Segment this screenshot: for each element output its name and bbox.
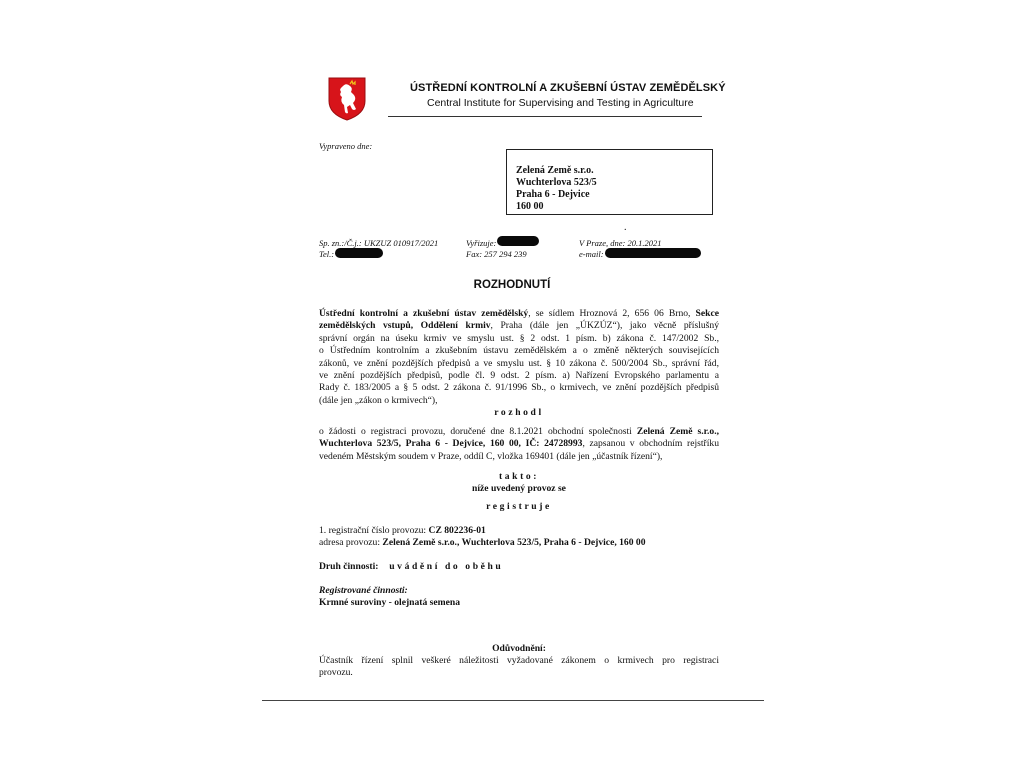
redaction-email — [605, 248, 701, 258]
verdict-takto: takto: — [498, 471, 540, 482]
email-label: e-mail: — [579, 249, 604, 259]
verdict-below: níže uvedený provoz se — [472, 483, 566, 494]
fax-number: Fax: 257 294 239 — [466, 249, 527, 259]
redaction-phone — [335, 248, 383, 258]
request-paragraph: o žádosti o registraci provozu, doručené dne 8.1.2021 obchodní společnosti Zelená Země s.r.o., Wuchterlova 523/5, Praha 6 - Dejvice, 160 00, IČ: 24728993, zapsanou v obchodním rejstříku vedeném Městským soudem v Praze, oddíl C, vložka 169401 (dále jen „účastník řízení“), — [319, 426, 719, 462]
phone-label: Tel.: — [319, 249, 335, 259]
czech-lion-crest-icon — [328, 77, 366, 121]
redaction-handler — [497, 236, 539, 246]
registration-number-row: 1. registrační číslo provozu: CZ 802236-01 — [319, 525, 486, 536]
decision-title: ROZHODNUTÍ — [473, 279, 551, 291]
reasoning-title: Odůvodnění: — [492, 643, 546, 654]
recipient-address-box — [506, 149, 713, 215]
registration-address: Zelená Země s.r.o., Wuchterlova 523/5, Praha 6 - Dejvice, 160 00 — [382, 537, 646, 548]
address-line-4: 160 00 — [516, 201, 544, 212]
registration-address-row: adresa provozu: Zelená Země s.r.o., Wuchterlova 523/5, Praha 6 - Dejvice, 160 00 — [319, 537, 646, 548]
registered-activities-label: Registrované činnosti: — [319, 585, 408, 596]
address-line-2: Wuchterlova 523/5 — [516, 177, 597, 188]
header-divider — [388, 116, 702, 117]
activity-value: uvádění do oběhu — [389, 561, 504, 572]
reasoning-paragraph: Účastník řízení splnil veškeré náležitosti vyžadované zákonem o krmivech pro registraci provozu. — [319, 655, 719, 679]
sent-date-label: Vypraveno dne: — [319, 141, 373, 151]
footer-divider — [262, 700, 764, 701]
intro-paragraph: Ústřední kontrolní a zkušební ústav zemědělský, se sídlem Hroznová 2, 656 06 Brno, Sekce zemědělských vstupů, Oddělení krmiv, Praha (dále jen „ÚKZÚZ“), jako věcně příslušný správní orgán na úseku krmiv ve smyslu ust. § 2 odst. 1 písm. b) zákona č. 147/2002 Sb., o Ústředním kontrolním a zkušebním ústavu zemědělském a o změně některých souvisejících zákonů, ve znění pozdějších předpisů a ve smyslu ust. § 10 zákona č. 500/2004 Sb., správní řád, ve znění pozdějších předpisů, podle čl. 9 odst. 2 písm. a) Nařízení Evropského parlamentu a Rady č. 183/2005 a § 5 odst. 2 zákona č. 91/1996 Sb., o krmivech, ve znění pozdějších předpisů (dále jen „zákon o krmivech“), — [319, 308, 719, 406]
address-line-3: Praha 6 - Dejvice — [516, 189, 590, 200]
activity-row: Druh činnosti: uvádění do oběhu — [319, 561, 504, 572]
handled-by-label: Vyřizuje: — [466, 238, 497, 248]
place-and-date: V Praze, dne: 20.1.2021 — [579, 238, 662, 248]
institute-bold: Ústřední kontrolní a zkušební ústav zemědělský — [319, 308, 529, 319]
registered-activities-value: Krmné suroviny - olejnatá semena — [319, 597, 461, 608]
decided-heading: rozhodl — [494, 407, 544, 418]
address-line-1: Zelená Země s.r.o. — [516, 165, 594, 176]
reference-number: Sp. zn.:/Č.j.: UKZUZ 010917/2021 — [319, 238, 439, 248]
registration-number: CZ 802236-01 — [428, 525, 486, 536]
verdict-registers: registruje — [486, 501, 552, 512]
dot-mark: . — [624, 222, 627, 233]
institute-name-en: Central Institute for Supervising and Testing in Agriculture — [427, 97, 694, 109]
institute-name-cz: ÚSTŘEDNÍ KONTROLNÍ A ZKUŠEBNÍ ÚSTAV ZEMĚDĚLSKÝ — [410, 82, 726, 94]
